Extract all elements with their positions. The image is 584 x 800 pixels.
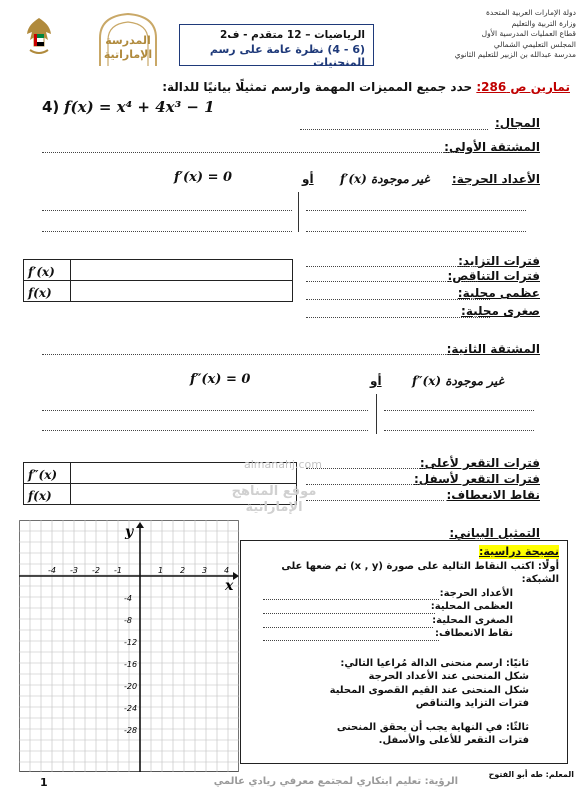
x-tick-label: -3 (70, 566, 78, 575)
table-row-label: f″(x) (28, 467, 58, 482)
watermark-text: موقع المناهج الإماراتية (231, 484, 317, 515)
y-axis-label: y (125, 524, 134, 540)
table-row-label: f′(x) (28, 264, 55, 279)
graph-label: التمثيل البياني: (449, 526, 540, 540)
or-text: أو (302, 172, 314, 186)
fprime-zero-text: f′(x) = 0 (174, 170, 233, 185)
critical-line-left-2 (42, 231, 292, 232)
y-tick-label: -28 (124, 726, 138, 735)
vision-text: الرؤية: تعليم ابتكاري لمجتمع معرفي ريادي عالمي (213, 776, 458, 787)
x-tick-label: 2 (180, 566, 186, 575)
domain-label: المجال: (494, 116, 540, 130)
exercise-text: حدد جميع المميزات المهمة وارسم تمثيلًا بيانيًا للدالة: (162, 80, 473, 94)
tip-item: العظمى المحلية: (430, 601, 513, 612)
subject-title: الرياضيات – 12 متقدم - ف2 (219, 29, 365, 41)
tip-item: نقاط الانعطاف: (435, 628, 513, 639)
local-min-label: صغرى محلية: (461, 304, 540, 318)
gov-line: دولة الإمارات العربية المتحدة (485, 8, 576, 17)
tip-answer-line (263, 640, 439, 641)
second-line-right-1 (384, 410, 534, 411)
y-tick-label: -20 (124, 682, 138, 691)
lesson-title: (6 - 4) نظرة عامة على رسم المنحنيات (209, 43, 365, 69)
sign-cell[interactable] (71, 281, 293, 302)
table-row-label: f(x) (28, 488, 52, 503)
tip-first: أولًا: اكتب النقاط التالية على صورة (x , y) ثم ضعها على الشبكة: (281, 560, 559, 585)
table-row-label: f(x) (28, 285, 52, 300)
exercise-number: 4) (42, 98, 60, 116)
teacher-name: المعلم: طه أبو الفتوح (488, 770, 574, 779)
coordinate-grid[interactable] (19, 520, 239, 772)
x-tick-label: -4 (48, 566, 56, 575)
tip-third: ثالثًا: في النهاية يجب أن يحقق المنحنى فترات التقعر للأعلى والأسفل. (336, 721, 529, 746)
tip-answer-line (263, 599, 439, 600)
decreasing-line (306, 281, 478, 282)
local-max-line (306, 299, 490, 300)
function-expression: f(x) = x⁴ + 4x³ − 1 (64, 98, 215, 116)
gov-line: المجلس التعليمي الشمالي (493, 39, 576, 49)
critical-divider (298, 192, 299, 232)
first-derivative-sign-table (23, 259, 293, 302)
fdouble-zero-text: f″(x) = 0 (190, 372, 251, 387)
tip-item: فترات التزايد والتناقص (415, 698, 529, 709)
fprime-undefined-text: f′(x) غير موجودة (340, 172, 430, 186)
logo-text: المدرسة الإماراتية (103, 34, 153, 61)
sign-cell[interactable] (71, 260, 293, 281)
inflection-label: نقاط الانعطاف: (446, 488, 540, 502)
concave-down-label: فترات التقعر لأسفل: (413, 472, 540, 486)
first-derivative-answer-line (42, 152, 460, 153)
concave-up-label: فترات التقعر لأعلى: (419, 456, 540, 470)
y-tick-label: -8 (124, 616, 132, 625)
inflection-divider (376, 394, 377, 434)
x-tick-label: 1 (158, 566, 164, 575)
critical-numbers-label: الأعداد الحرجة: (451, 172, 540, 186)
increasing-label: فترات التزايد: (458, 254, 540, 268)
x-tick-label: -1 (114, 566, 122, 575)
y-tick-label: -4 (124, 594, 132, 603)
x-tick-label: -2 (92, 566, 100, 575)
critical-line-right-2 (306, 231, 526, 232)
uae-emblem (24, 16, 54, 60)
tip-item: شكل المنحنى عند الأعداد الحرجة (368, 671, 529, 682)
second-line-left-1 (42, 410, 368, 411)
x-tick-label: 3 (202, 566, 208, 575)
first-derivative-label: المشتقة الأولى: (444, 140, 540, 154)
fdouble-undefined-text: f″(x) غير موجودة (412, 374, 504, 388)
tip-item: شكل المنحنى عند القيم القصوى المحلية (329, 684, 529, 696)
local-min-line (306, 317, 490, 318)
y-tick-label: -16 (124, 660, 138, 669)
decreasing-label: فترات التناقص: (447, 269, 540, 283)
study-tip-box (240, 540, 568, 764)
or-text-2: أو (370, 374, 382, 388)
x-axis-label: x (225, 578, 234, 594)
exercise-heading: تمارين ص 286: (476, 80, 570, 94)
local-max-label: عظمى محلية: (457, 286, 540, 300)
title-box (179, 24, 374, 69)
domain-answer-line (300, 129, 488, 130)
second-line-left-2 (42, 430, 368, 431)
tip-answer-line (263, 627, 433, 628)
second-derivative-label: المشتقة الثانية: (446, 342, 540, 356)
concave-up-line (306, 468, 426, 469)
tip-answer-line (263, 613, 435, 614)
gov-line: وزارة التربية والتعليم (511, 18, 576, 28)
tip-title: نصيحة دراسية: (478, 545, 559, 558)
school-logo (86, 10, 170, 68)
increasing-line (306, 266, 478, 267)
tip-second: ثانيًا: ارسم منحنى الدالة مُراعيا التالي: (340, 657, 529, 669)
tip-item: الصغرى المحلية: (432, 614, 513, 626)
second-derivative-answer-line (42, 354, 452, 355)
gov-line: مدرسة عبدالله بن الزبير للتعليم الثانوي (454, 50, 576, 59)
y-tick-label: -24 (124, 704, 138, 713)
exercise-instruction (30, 80, 570, 94)
tip-item: الأعداد الحرجة: (439, 587, 513, 599)
gov-line: قطاع العمليات المدرسية الأول (481, 29, 576, 38)
critical-line-left-1 (42, 210, 292, 211)
page-number: 1 (40, 776, 48, 789)
watermark-site: almanahj.com (244, 458, 322, 471)
x-tick-label: 4 (224, 566, 230, 575)
y-tick-label: -12 (124, 638, 138, 647)
government-header (376, 8, 576, 61)
function-equation (42, 98, 215, 116)
critical-line-right-1 (306, 210, 526, 211)
second-line-right-2 (384, 430, 534, 431)
